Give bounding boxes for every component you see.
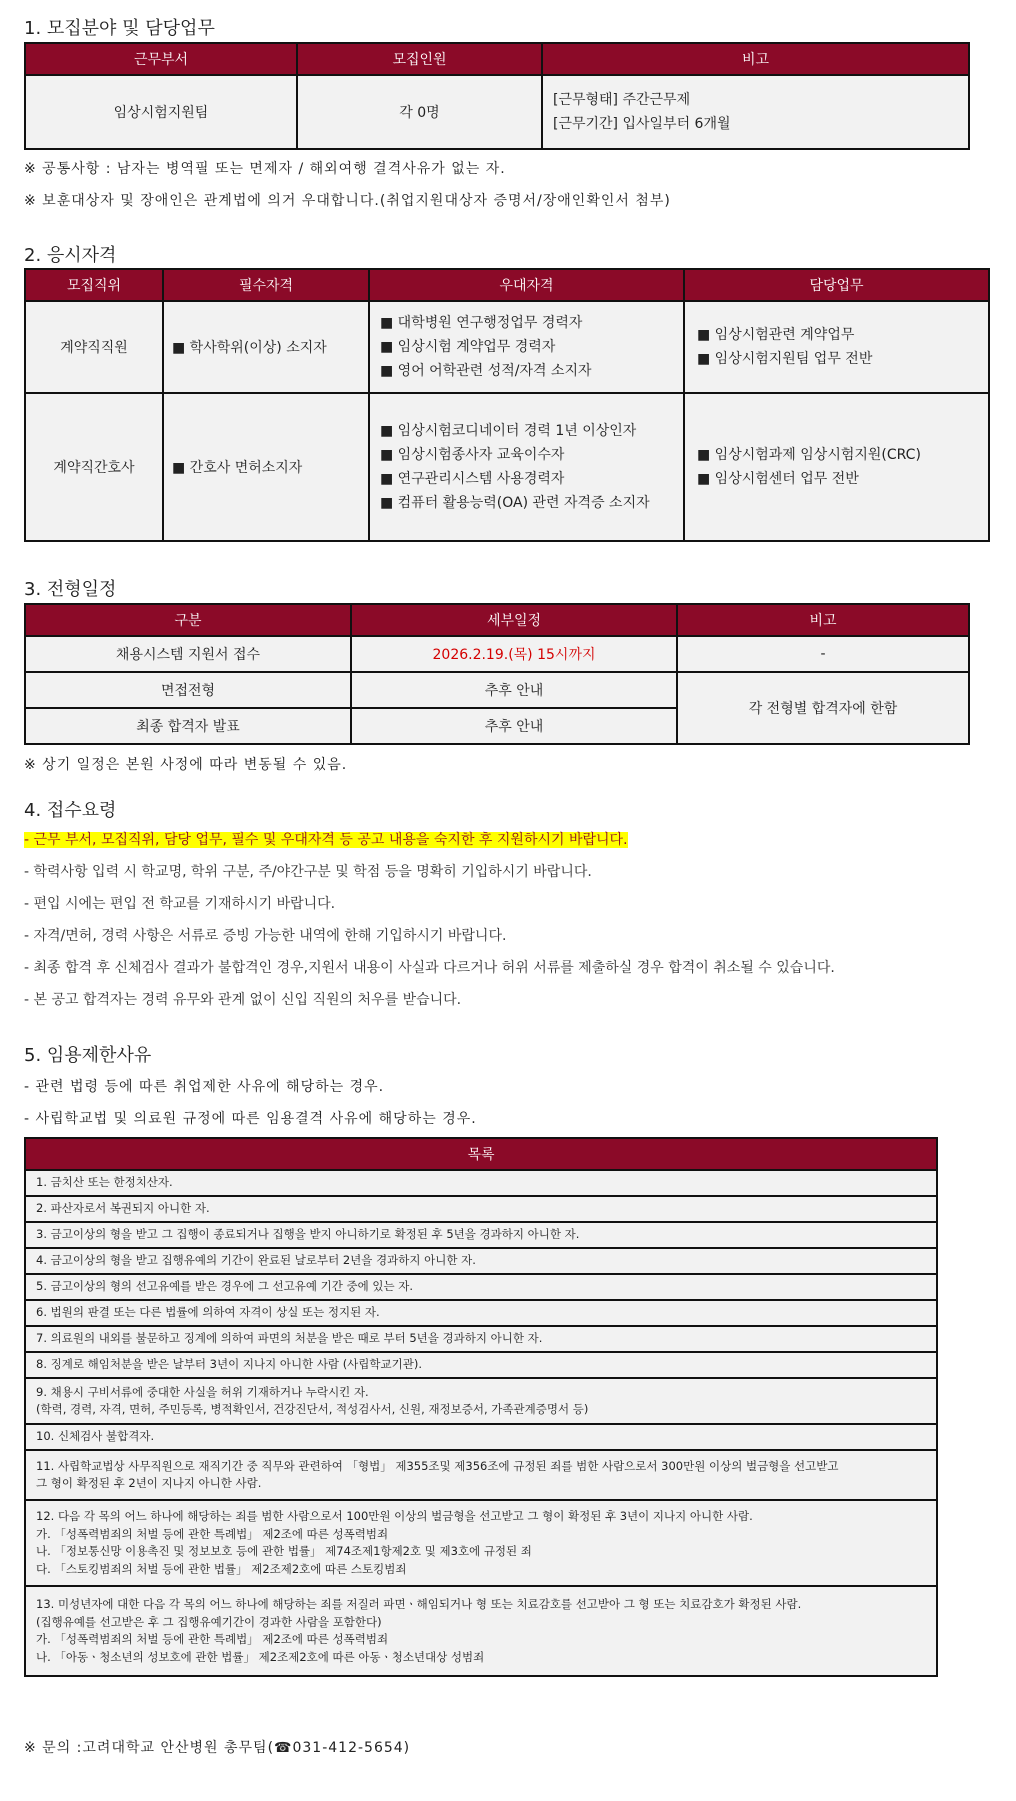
item-line: (학력, 경력, 자격, 면허, 주민등록, 병적확인서, 건강진단서, 적성검사서, 신원, 재정보증서, 가족관계증명서 등) <box>36 1402 589 1416</box>
list-header: 목록 <box>25 1138 937 1170</box>
duty-cell <box>684 393 989 541</box>
duty-item: ■ 임상시험관련 계약업무 <box>697 327 855 343</box>
item-line: 9. 채용시 구비서류에 중대한 사실을 허위 기재하거나 누락시킨 자. <box>36 1384 369 1399</box>
duty-item: ■ 임상시험지원팀 업무 전반 <box>697 351 873 367</box>
list-item <box>25 1170 937 1196</box>
required-cell: ■ 간호사 면허소지자 <box>163 393 369 541</box>
item-line: 7. 의료원의 내외를 불문하고 징계에 의하여 파면의 처분을 받은 때로 부터 5년을 경과하지 아니한 자. <box>36 1331 543 1346</box>
schedule-name: 면접전형 <box>25 672 351 708</box>
col-header-duty: 담당업무 <box>684 269 989 301</box>
list-item <box>25 1300 937 1326</box>
list-item <box>25 1222 937 1248</box>
item-line: 4. 금고이상의 형을 받고 집행유예의 기간이 완료된 날로부터 2년을 경과하지 아니한 자. <box>36 1253 476 1268</box>
guide-item: - 편입 시에는 편입 전 학교를 기재하시기 바랍니다. <box>24 896 336 912</box>
cell-note <box>542 75 969 149</box>
list-item <box>25 1326 937 1352</box>
item-line: 가. 「성폭력범죄의 처벌 등에 관한 특례법」 제2조에 따른 성폭력범죄 <box>36 1526 389 1541</box>
list-item <box>25 1352 937 1378</box>
schedule-date: 추후 안내 <box>351 672 677 708</box>
item-line: 가. 「성폭력범죄의 처벌 등에 관한 특례법」 제2조에 따른 성폭력범죄 <box>36 1632 389 1646</box>
restriction-intro: - 관련 법령 등에 따른 취업제한 사유에 해당하는 경우. <box>24 1079 385 1095</box>
schedule-footnote: ※ 상기 일정은 본원 사정에 따라 변동될 수 있음. <box>24 757 348 773</box>
cell-count: 각 0명 <box>297 75 542 149</box>
pref-item: ■ 임상시험코디네이터 경력 1년 이상인자 <box>380 423 637 439</box>
item-line: 12. 다음 각 목의 어느 하나에 해당하는 죄를 범한 사람으로서 100만원 이상의 벌금형을 선고받고 그 형이 확정된 후 3년이 지나지 아니한 사람. <box>36 1509 753 1523</box>
required-cell: ■ 학사학위(이상) 소지자 <box>163 301 369 393</box>
col-header-remark: 비고 <box>677 604 969 636</box>
duty-item: ■ 임상시험센터 업무 전반 <box>697 471 859 487</box>
contact-info: ※ 문의 :고려대학교 안산병원 총무팀(☎031-412-5654) <box>24 1740 411 1756</box>
duty-item: ■ 임상시험과제 임상시험지원(CRC) <box>697 447 921 463</box>
item-line: 13. 미성년자에 대한 다음 각 목의 어느 하나에 해당하는 죄를 저질러 파면ㆍ해임되거나 형 또는 치료감호를 선고받아 그 형 또는 치료감호가 확정된 사람. <box>36 1597 802 1611</box>
notice-highlight <box>24 829 628 849</box>
schedule-remark: - <box>677 636 969 672</box>
item-line: 5. 금고이상의 형의 선고유예를 받은 경우에 그 선고유예 기간 중에 있는 자. <box>36 1279 413 1294</box>
position-cell: 계약직직원 <box>25 301 163 393</box>
guide-item: - 학력사항 입력 시 학교명, 학위 구분, 주/야간구분 및 학점 등을 명확히 기입하시기 바랍니다. <box>24 864 592 880</box>
guide-item: - 본 공고 합격자는 경력 유무와 관계 없이 신입 직원의 처우를 받습니다. <box>24 992 462 1008</box>
col-header-dept: 근무부서 <box>25 43 297 75</box>
list-item <box>25 1424 937 1450</box>
schedule-name: 최종 합격자 발표 <box>25 708 351 744</box>
item-line: 6. 법원의 판결 또는 다른 법률에 의하여 자격이 상실 또는 정지된 자. <box>36 1305 380 1320</box>
item-line: (집행유예를 선고받은 후 그 집행유예기간이 경과한 사람을 포함한다) <box>36 1614 382 1629</box>
list-item <box>25 1196 937 1222</box>
col-header-preferred: 우대자격 <box>369 269 684 301</box>
section-5-title: 5. 임용제한사유 <box>24 1045 152 1066</box>
guide-item: - 자격/면허, 경력 사항은 서류로 증빙 가능한 내역에 한해 기입하시기 바랍니다. <box>24 928 507 944</box>
item-line: 2. 파산자로서 복권되지 아니한 자. <box>36 1201 210 1216</box>
schedule-date: 추후 안내 <box>351 708 677 744</box>
col-header-note: 비고 <box>542 43 969 75</box>
item-line: 다. 「스토킹범죄의 처벌 등에 관한 법률」 제2조제2호에 따른 스토킹범죄 <box>36 1561 407 1576</box>
pref-item: ■ 임상시험종사자 교육이수자 <box>380 447 565 463</box>
list-item <box>25 1500 937 1586</box>
col-header-required: 필수자격 <box>163 269 369 301</box>
item-line: 나. 「정보통신망 이용촉진 및 정보보호 등에 관한 법률」 제74조제1항제2호 및 제3호에 규정된 죄 <box>36 1544 532 1558</box>
col-header-count: 모집인원 <box>297 43 542 75</box>
duty-cell <box>684 301 989 393</box>
pref-item: ■ 대학병원 연구행정업무 경력자 <box>380 315 583 331</box>
guide-item: - 최종 합격 후 신체검사 결과가 불합격인 경우,지원서 내용이 사실과 다르거나 허위 서류를 제출하실 경우 합격이 취소될 수 있습니다. <box>24 960 835 976</box>
schedule-name: 채용시스템 지원서 접수 <box>25 636 351 672</box>
section-3-title: 3. 전형일정 <box>24 579 117 600</box>
preferred-cell <box>369 301 684 393</box>
col-header-schedule: 세부일정 <box>351 604 677 636</box>
item-line: 1. 금치산 또는 한정치산자. <box>36 1175 173 1190</box>
schedule-date: 2026.2.19.(목) 15시까지 <box>351 636 677 672</box>
highlight-text: - 근무 부서, 모집직위, 담당 업무, 필수 및 우대자격 등 공고 내용을 숙지한 후 지원하시기 바랍니다. <box>24 832 628 848</box>
list-item <box>25 1248 937 1274</box>
list-item <box>25 1274 937 1300</box>
pref-item: ■ 연구관리시스템 사용경력자 <box>380 471 565 487</box>
section-2-title: 2. 응시자격 <box>24 245 117 266</box>
qualification-table <box>24 268 990 542</box>
preferred-cell <box>369 393 684 541</box>
item-line: 8. 징계로 해임처분을 받은 날부터 3년이 지나지 아니한 사람 (사립학교기관). <box>36 1357 422 1372</box>
note-line: [근무형태] 주간근무제 <box>553 92 691 108</box>
item-line: 11. 사립학교법상 사무직원으로 재직기간 중 직무와 관련하여 「형법」 제355조및 제356조에 규정된 죄를 범한 사람으로서 300만원 이상의 벌금형을 선고받고 <box>36 1458 839 1473</box>
schedule-table <box>24 603 970 745</box>
col-header-position: 모집직위 <box>25 269 163 301</box>
restriction-intro: - 사립학교법 및 의료원 규정에 따른 임용결격 사유에 해당하는 경우. <box>24 1111 477 1127</box>
item-line: 나. 「아동ㆍ청소년의 성보호에 관한 법률」 제2조제2호에 따른 아동ㆍ청소년대상 성범죄 <box>36 1649 485 1664</box>
veteran-note: ※ 보훈대상자 및 장애인은 관계법에 의거 우대합니다.(취업지원대상자 증명서/장애인확인서 첨부) <box>24 193 671 209</box>
cell-dept: 임상시험지원팀 <box>25 75 297 149</box>
pref-item: ■ 컴퓨터 활용능력(OA) 관련 자격증 소지자 <box>380 495 650 511</box>
list-item <box>25 1450 937 1500</box>
list-item <box>25 1378 937 1424</box>
merged-remark: 각 전형별 합격자에 한함 <box>677 672 969 744</box>
common-note: ※ 공통사항 : 남자는 병역필 또는 면제자 / 해외여행 결격사유가 없는 자. <box>24 161 506 177</box>
list-item <box>25 1586 937 1676</box>
position-cell: 계약직간호사 <box>25 393 163 541</box>
item-line: 그 형이 확정된 후 2년이 지나지 아니한 사람. <box>36 1476 262 1490</box>
restriction-list-table <box>24 1137 938 1677</box>
item-line: 3. 금고이상의 형을 받고 그 집행이 종료되거나 집행을 받지 아니하기로 확정된 후 5년을 경과하지 아니한 자. <box>36 1227 580 1242</box>
item-line: 10. 신체검사 불합격자. <box>36 1429 155 1444</box>
note-line: [근무기간] 입사일부터 6개월 <box>553 116 731 132</box>
section-1-title: 1. 모집분야 및 담당업무 <box>24 18 215 39</box>
pref-item: ■ 임상시험 계약업무 경력자 <box>380 339 556 355</box>
pref-item: ■ 영어 어학관련 성적/자격 소지자 <box>380 363 592 379</box>
recruit-field-table <box>24 42 970 150</box>
section-4-title: 4. 접수요령 <box>24 800 117 821</box>
col-header-category: 구분 <box>25 604 351 636</box>
